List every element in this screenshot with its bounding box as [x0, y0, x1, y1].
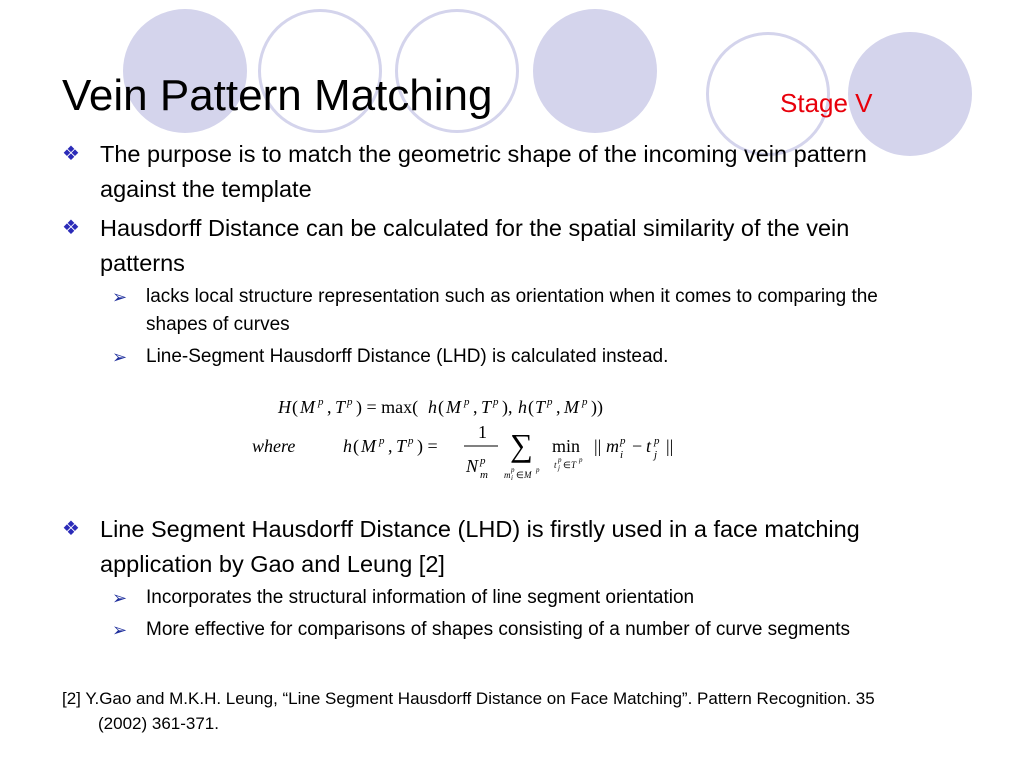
arrowhead-icon: ➢: [112, 620, 128, 640]
formula-block: [248, 386, 718, 490]
diamond-cluster-icon: ❖: [62, 518, 80, 540]
bullet-item: [62, 211, 892, 281]
svg-text:i: i: [620, 449, 624, 461]
slide-title: Vein Pattern Matching: [62, 71, 493, 120]
svg-text:j: j: [558, 464, 560, 472]
sub-bullet-item: [112, 584, 902, 612]
sub-bullet-item: [112, 616, 902, 644]
svg-text:M: M: [524, 470, 532, 480]
svg-text:H: H: [278, 397, 291, 417]
sub-bullet-text: More effective for comparisons of shapes consisting of a number of curve segments: [146, 619, 851, 640]
svg-text:T: T: [335, 397, 346, 417]
svg-text:T: T: [396, 436, 407, 456]
svg-text:p: p: [582, 396, 588, 408]
svg-text:T: T: [481, 397, 492, 417]
arrowhead-icon: ➢: [112, 347, 128, 367]
sub-bullet-text: Line-Segment Hausdorff Distance (LHD) is calculated instead.: [146, 346, 669, 367]
svg-text:p: p: [536, 466, 540, 474]
svg-text:m: m: [606, 436, 619, 456]
svg-text:h: h: [518, 397, 527, 417]
bullet-item: [62, 512, 892, 582]
svg-text:p: p: [379, 435, 385, 447]
svg-text:∈: ∈: [563, 460, 571, 470]
diamond-cluster-icon: ❖: [62, 143, 80, 165]
svg-text:p: p: [620, 435, 626, 447]
sub-bullet-item: [112, 343, 902, 371]
arrowhead-icon: ➢: [112, 287, 128, 307]
svg-text:t: t: [554, 460, 557, 470]
svg-text:j: j: [654, 449, 658, 461]
svg-text:p: p: [464, 396, 470, 408]
svg-text:h: h: [343, 436, 352, 456]
svg-text:p: p: [347, 396, 353, 408]
svg-text:t: t: [646, 436, 652, 456]
svg-text:min: min: [552, 436, 581, 456]
svg-text:p: p: [579, 456, 583, 464]
svg-text:,: ,: [388, 436, 393, 456]
sub-bullet-text: Incorporates the structural information of line segment orientation: [146, 587, 695, 608]
svg-text:p: p: [318, 396, 324, 408]
arrowhead-icon: ➢: [112, 588, 128, 608]
svg-text:m: m: [480, 469, 488, 481]
svg-text:where: where: [252, 436, 296, 456]
stage-label: Stage V: [780, 88, 873, 118]
svg-text:1: 1: [478, 422, 487, 442]
svg-text:T: T: [571, 460, 577, 470]
svg-text:||: ||: [666, 436, 674, 456]
svg-text:M: M: [300, 397, 315, 417]
svg-text:(: (: [353, 436, 359, 456]
bullet-text: The purpose is to match the geometric shape of the incoming vein pattern against the template: [100, 141, 867, 202]
svg-text:h: h: [428, 397, 437, 417]
svg-text:(: (: [438, 397, 444, 417]
svg-text:p: p: [480, 455, 486, 467]
svg-text:p: p: [547, 396, 553, 408]
svg-text:) = max(: ) = max(: [356, 397, 419, 417]
svg-text:M: M: [446, 397, 461, 417]
svg-text:i: i: [511, 474, 513, 482]
footnote-reference: [2] Y.Gao and M.K.H. Leung, “Line Segment Hausdorff Distance on Face Matching”. Pattern Recognition. 35 (2002) 361-371.: [62, 689, 875, 733]
svg-text:(: (: [292, 397, 298, 417]
svg-text:M: M: [564, 397, 579, 417]
svg-text:−: −: [632, 436, 643, 456]
sub-bullet-text: lacks local structure representation such as orientation when it comes to comparing the shapes of curves: [146, 286, 878, 335]
svg-text:p: p: [654, 435, 660, 447]
lhd-formula: [248, 386, 718, 490]
bullet-item: [62, 137, 892, 207]
svg-text:p: p: [408, 435, 414, 447]
sub-bullet-item: [112, 283, 902, 339]
svg-text:,: ,: [556, 397, 561, 417]
svg-text:),: ),: [502, 397, 513, 417]
svg-text:||: ||: [594, 436, 602, 456]
svg-text:N: N: [466, 456, 479, 476]
svg-text:∑: ∑: [510, 427, 533, 463]
bullet-text: Hausdorff Distance can be calculated for the spatial similarity of the vein patterns: [100, 215, 850, 276]
svg-text:)): )): [591, 397, 603, 417]
diamond-cluster-icon: ❖: [62, 217, 80, 239]
svg-text:p: p: [493, 396, 499, 408]
svg-text:m: m: [504, 470, 511, 480]
decor-circle-4: [533, 9, 657, 133]
svg-text:) =: ) =: [417, 436, 438, 456]
svg-text:T: T: [535, 397, 546, 417]
svg-text:(: (: [528, 397, 534, 417]
svg-text:M: M: [361, 436, 376, 456]
bullet-text: Line Segment Hausdorff Distance (LHD) is firstly used in a face matching application by Gao and Leung [2]: [100, 516, 860, 577]
svg-text:p: p: [558, 456, 562, 464]
svg-text:p: p: [511, 466, 515, 474]
svg-text:,: ,: [473, 397, 478, 417]
svg-text:∈: ∈: [516, 470, 524, 480]
svg-text:,: ,: [327, 397, 332, 417]
